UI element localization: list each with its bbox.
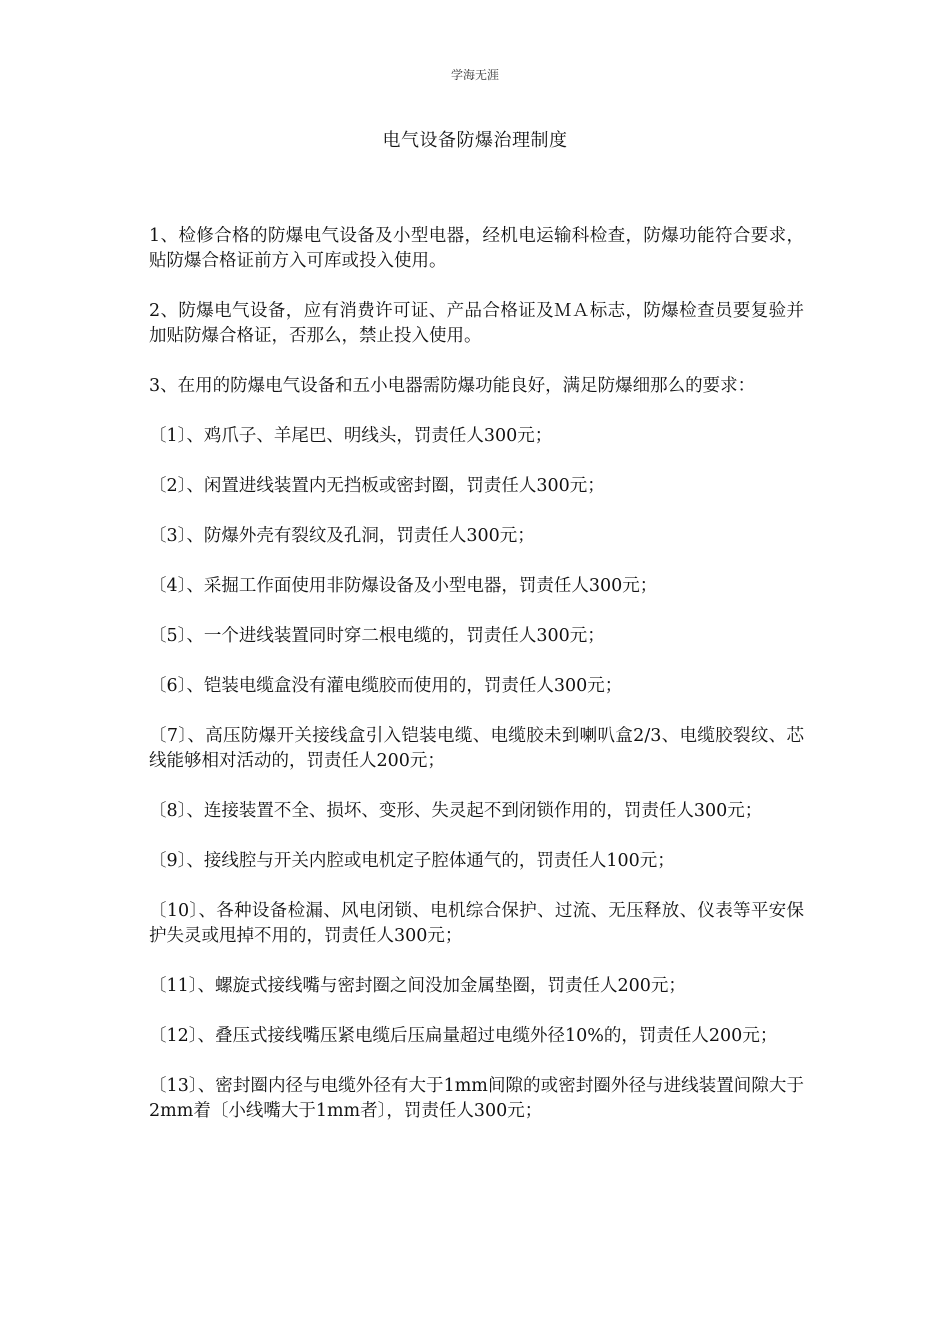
rule-item-3: 〔3〕、防爆外壳有裂纹及孔洞，罚责任人300元； (149, 526, 535, 546)
paragraph-1: 1、检修合格的防爆电气设备及小型电器，经机电运输科检查，防爆功能符合要求，贴防爆合格证前方入可库或投入使用。 (149, 226, 804, 271)
rule-item-11: 〔11〕、螺旋式接线嘴与密封圈之间没加金属垫圈，罚责任人200元； (149, 976, 686, 996)
paragraph-3: 3、在用的防爆电气设备和五小电器需防爆功能良好，满足防爆细那么的要求： (149, 376, 756, 396)
rule-item-7: 〔7〕、高压防爆开关接线盒引入铠装电缆、电缆胶未到喇叭盒2/3、电缆胶裂纹、芯线能够相对活动的，罚责任人200元； (149, 726, 804, 771)
rule-item-12: 〔12〕、叠压式接线嘴压紧电缆后压扁量超过电缆外径10%的，罚责任人200元； (149, 1026, 778, 1046)
page-header: 学海无涯 (450, 68, 499, 82)
document-body (149, 224, 804, 1149)
rule-item-9: 〔9〕、接线腔与开关内腔或电机定子腔体通气的，罚责任人100元； (149, 851, 675, 871)
rule-item-2: 〔2〕、闲置进线装置内无挡板或密封圈，罚责任人300元； (149, 476, 605, 496)
rule-item-10: 〔10〕、各种设备检漏、风电闭锁、电机综合保护、过流、无压释放、仪表等平安保护失灵或甩掉不用的，罚责任人300元； (149, 901, 804, 946)
rule-item-6: 〔6〕、铠装电缆盒没有灌电缆胶而使用的，罚责任人300元； (149, 676, 623, 696)
paragraph-2: 2、防爆电气设备，应有消费许可证、产品合格证及ＭＡ标志，防爆检查员要复验并加贴防爆合格证，否那么，禁止投入使用。 (149, 301, 804, 346)
rule-item-1: 〔1〕、鸡爪子、羊尾巴、明线头，罚责任人300元； (149, 426, 553, 446)
rule-item-13: 〔13〕、密封圈内径与电缆外径有大于1mm间隙的或密封圈外径与进线装置间隙大于2mm着〔小线嘴大于1mm者〕，罚责任人300元； (149, 1076, 804, 1121)
rule-item-8: 〔8〕、连接装置不全、损坏、变形、失灵起不到闭锁作用的，罚责任人300元； (149, 801, 763, 821)
rule-item-4: 〔4〕、采掘工作面使用非防爆设备及小型电器，罚责任人300元； (149, 576, 658, 596)
rule-item-5: 〔5〕、一个进线装置同时穿二根电缆的，罚责任人300元； (149, 626, 605, 646)
document-title: 电气设备防爆治理制度 (382, 130, 568, 151)
